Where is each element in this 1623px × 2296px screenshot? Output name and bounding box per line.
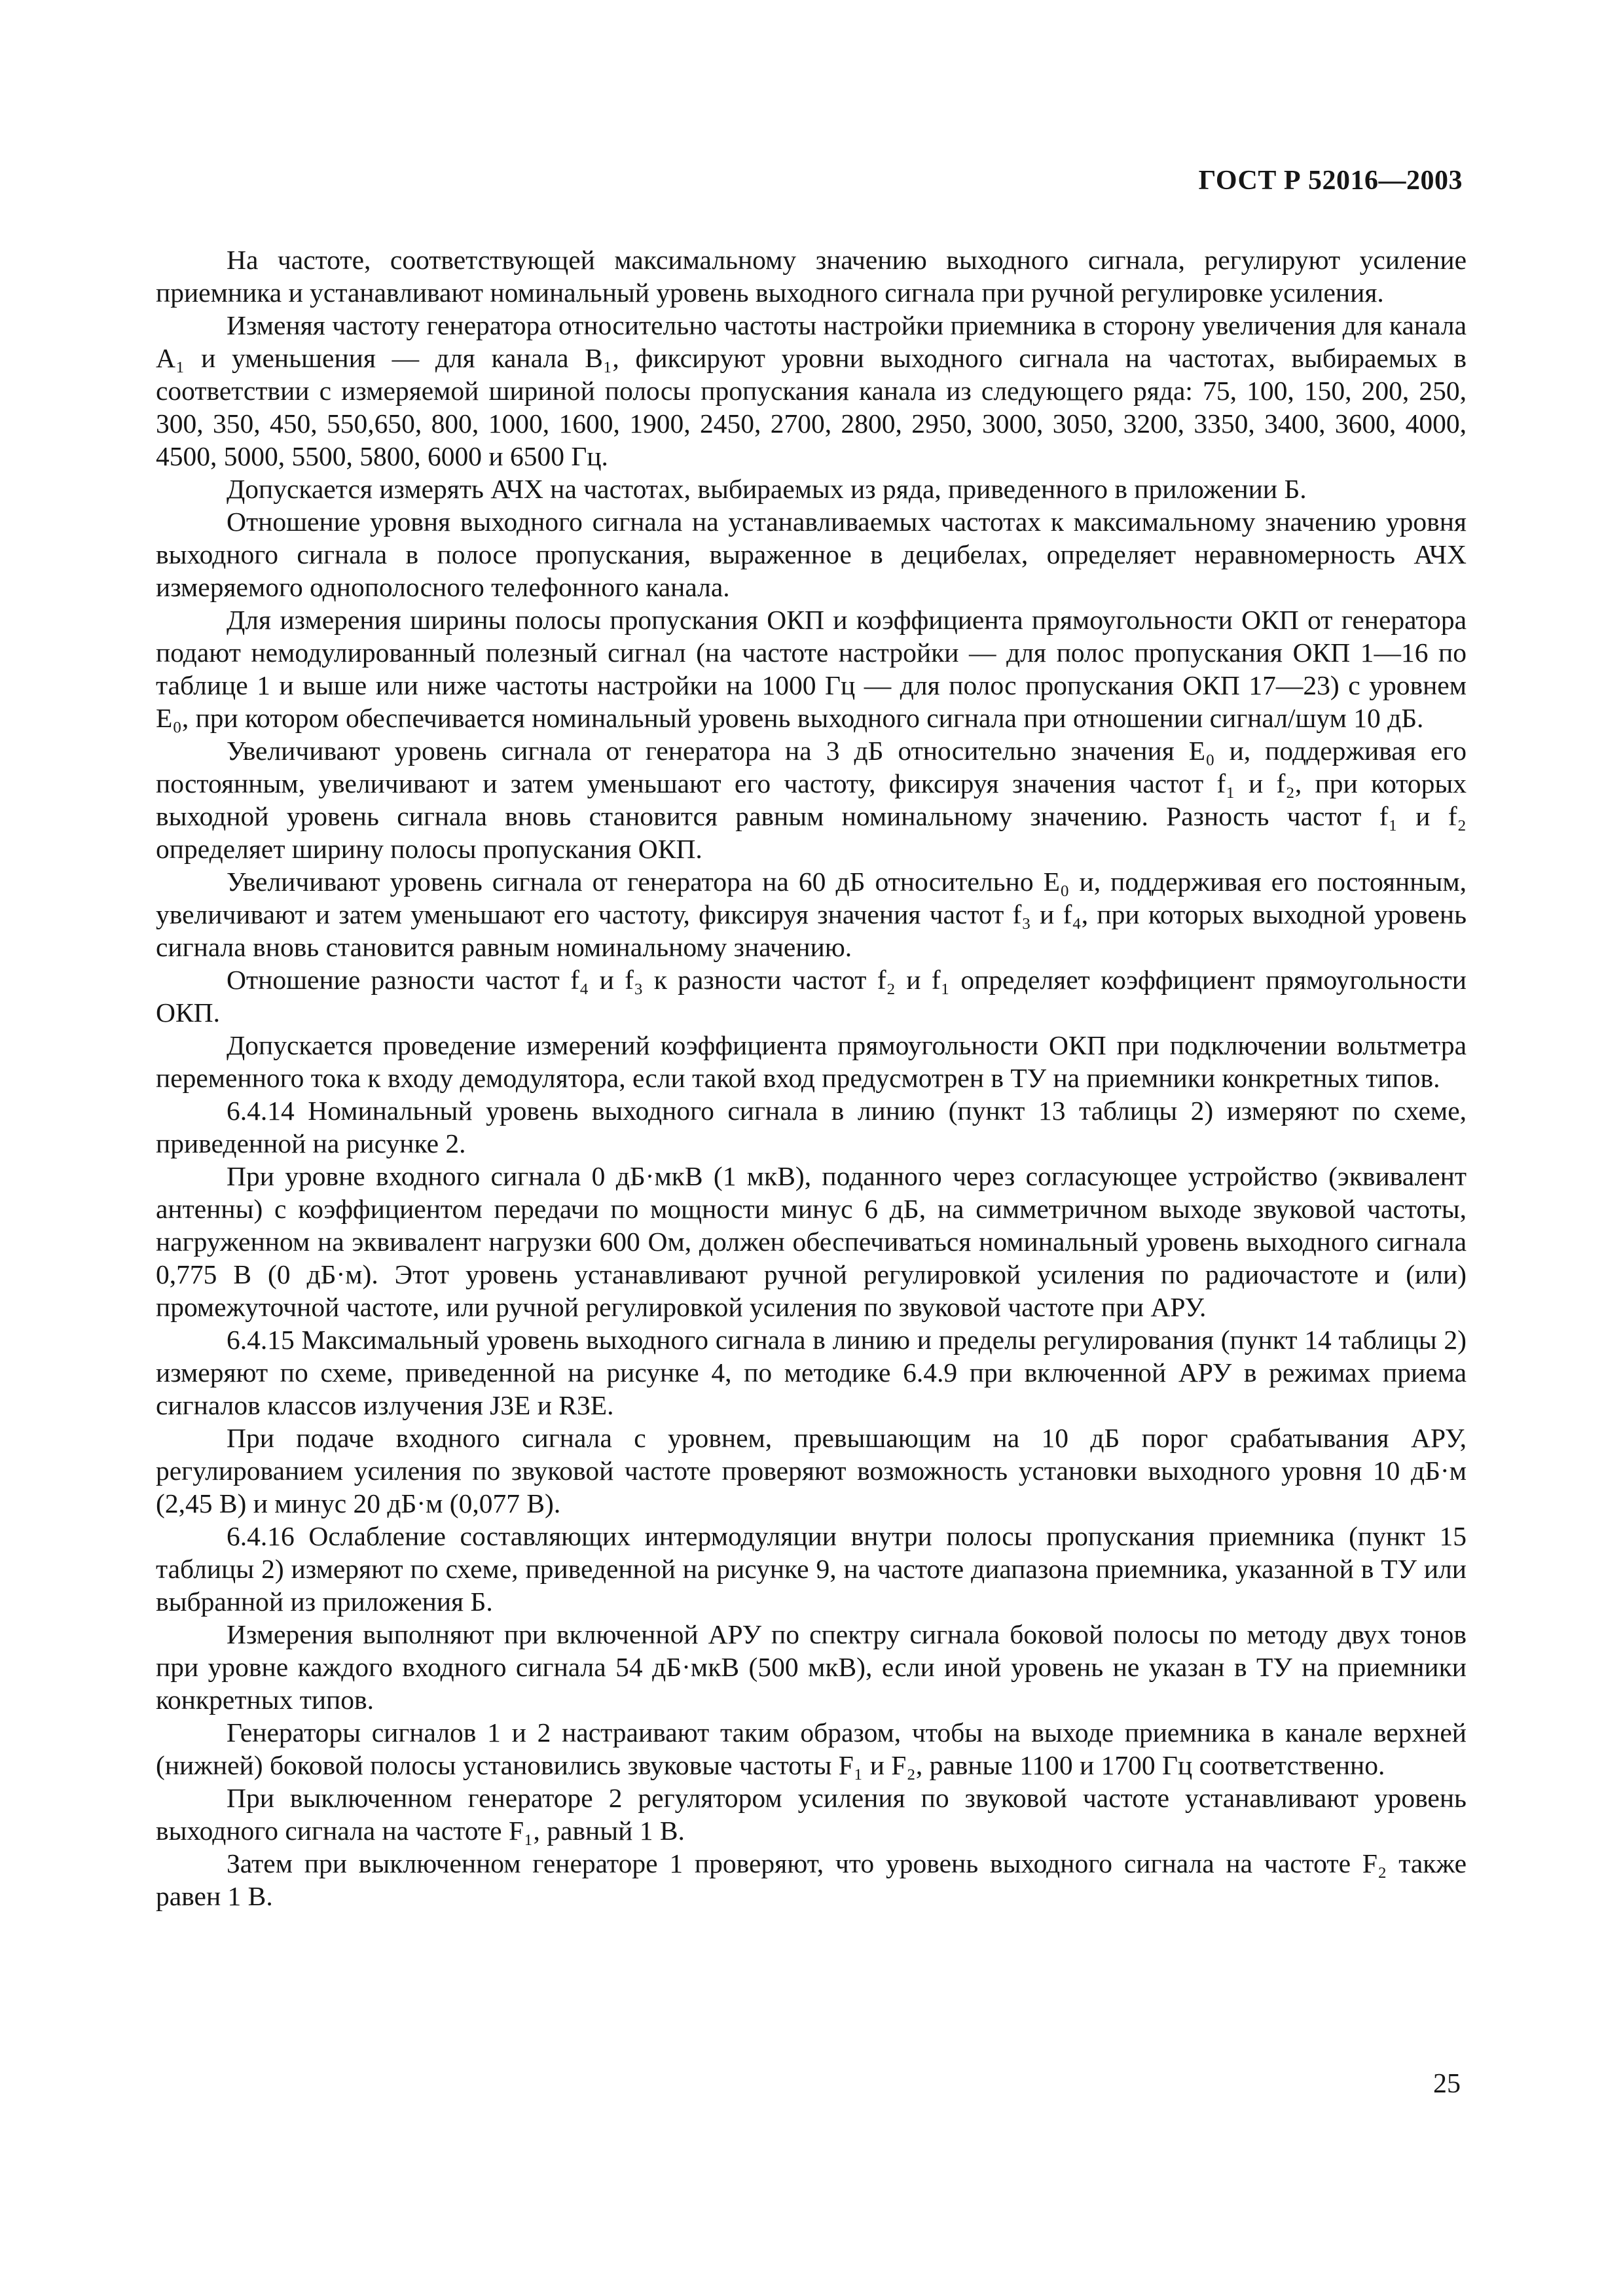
paragraph: Допускается проведение измерений коэффициента прямоугольности ОКП при подключении вольтметра переменного тока к входу демодулятора, если такой вход предусмотрен в ТУ на приемники конкретных типов. — [156, 1030, 1467, 1093]
section-paragraph: 6.4.14 Номинальный уровень выходного сигнала в линию (пункт 13 таблицы 2) измеряют по схеме, приведенной на рисунке 2. — [156, 1096, 1467, 1158]
paragraph: Допускается измерять АЧХ на частотах, выбираемых из ряда, приведенного в приложении Б. — [227, 474, 1307, 504]
paragraph: Изменяя частоту генератора относительно частоты настройки приемника в сторону увеличения для канала A₁ и уменьшения — для канала B₁, фиксируют уровни выходного сигнала на частотах, выбираемых в соответствии с измеряемой шириной полосы пропускания канала из следующего ряда: 75, 100, 150, 200, 250, 300, 350, 450, 550,650, 800, 1000, 1600, 1900, 2450, 2700, 2800, 2950, 3000, 3050, 3200, 3350, 3400, 3600, 4000, 4500, 5000, 5500, 5800, 6000 и 6500 Гц. — [156, 310, 1467, 471]
section-paragraph: 6.4.15 Максимальный уровень выходного сигнала в линию и пределы регулирования (пункт 14 таблицы 2) измеряют по схеме, приведенной на рисунке 4, по методике 6.4.9 при включенной АРУ в режимах приема сигналов классов излучения J3E и R3E. — [156, 1325, 1467, 1420]
paragraph: Увеличивают уровень сигнала от генератора на 60 дБ относительно E₀ и, поддерживая его постоянным, увеличивают и затем уменьшают его частоту, фиксируя значения частот f₃ и f₄, при которых выходной уровень сигнала вновь становится равным номинальному значению. — [156, 867, 1467, 962]
paragraph: Отношение уровня выходного сигнала на устанавливаемых частотах к максимальному значению уровня выходного сигнала в полосе пропускания, выраженное в децибелах, определяет неравномерность АЧХ измеряемого однополосного телефонного канала. — [156, 507, 1467, 602]
paragraph: При уровне входного сигнала 0 дБ·мкВ (1 мкВ), поданного через согласующее устройство (эквивалент антенны) с коэффициентом передачи по мощности минус 6 дБ, на симметричном выходе звуковой частоты, нагруженном на эквивалент нагрузки 600 Ом, должен обеспечиваться номинальный уровень выходного сигнала 0,775 В (0 дБ·м). Этот уровень устанавливают ручной регулировкой усиления по радиочастоте и (или) промежуточной частоте, или ручной регулировкой усиления по звуковой частоте при АРУ. — [156, 1161, 1467, 1322]
paragraph: При подаче входного сигнала с уровнем, превышающим на 10 дБ порог срабатывания АРУ, регулированием усиления по звуковой частоте проверяют возможность установки выходного уровня 10 дБ·м (2,45 В) и минус 20 дБ·м (0,077 В). — [156, 1423, 1467, 1518]
paragraph: Затем при выключенном генераторе 1 проверяют, что уровень выходного сигнала на частоте F₂ также равен 1 В. — [156, 1848, 1467, 1911]
paragraph: Генераторы сигналов 1 и 2 настраивают таким образом, чтобы на выходе приемника в канале верхней (нижней) боковой полосы установились звуковые частоты F₁ и F₂, равные 1100 и 1700 Гц соответственно. — [156, 1717, 1467, 1780]
document-header-id: ГОСТ Р 52016—2003 — [1198, 166, 1463, 196]
paragraph: При выключенном генераторе 2 регулятором усиления по звуковой частоте устанавливают уровень выходного сигнала на частоте F₁, равный 1 В. — [156, 1783, 1467, 1846]
page-number: 25 — [1433, 2069, 1461, 2099]
paragraph: Измерения выполняют при включенной АРУ по спектру сигнала боковой полосы по методу двух тонов при уровне каждого входного сигнала 54 дБ·мкВ (500 мкВ), если иной уровень не указан в ТУ на приемники конкретных типов. — [156, 1619, 1467, 1715]
paragraph: Для измерения ширины полосы пропускания ОКП и коэффициента прямоугольности ОКП от генератора подают немодулированный полезный сигнал (на частоте настройки — для полос пропускания ОКП 1—16 по таблице 1 и выше или ниже частоты настройки на 1000 Гц — для полос пропускания ОКП 17—23) с уровнем E₀, при котором обеспечивается номинальный уровень выходного сигнала при отношении сигнал/шум 10 дБ. — [156, 605, 1467, 733]
paragraph: Увеличивают уровень сигнала от генератора на 3 дБ относительно значения E₀ и, поддерживая его постоянным, увеличивают и затем уменьшают его частоту, фиксируя значения частот f₁ и f₂, при которых выходной уровень сигнала вновь становится равным номинальному значению. Разность частот f₁ и f₂ определяет ширину полосы пропускания ОКП. — [156, 736, 1467, 864]
paragraph: На частоте, соответствующей максимальному значению выходного сигнала, регулируют усиление приемника и устанавливают номинальный уровень выходного сигнала при ручной регулировке усиления. — [156, 245, 1467, 308]
document-body — [156, 243, 1467, 1912]
section-paragraph: 6.4.16 Ослабление составляющих интермодуляции внутри полосы пропускания приемника (пункт 15 таблицы 2) измеряют по схеме, приведенной на рисунке 9, на частоте диапазона приемника, указанной в ТУ или выбранной из приложения Б. — [156, 1521, 1467, 1617]
paragraph: Отношение разности частот f₄ и f₃ к разности частот f₂ и f₁ определяет коэффициент прямоугольности ОКП. — [156, 965, 1467, 1028]
